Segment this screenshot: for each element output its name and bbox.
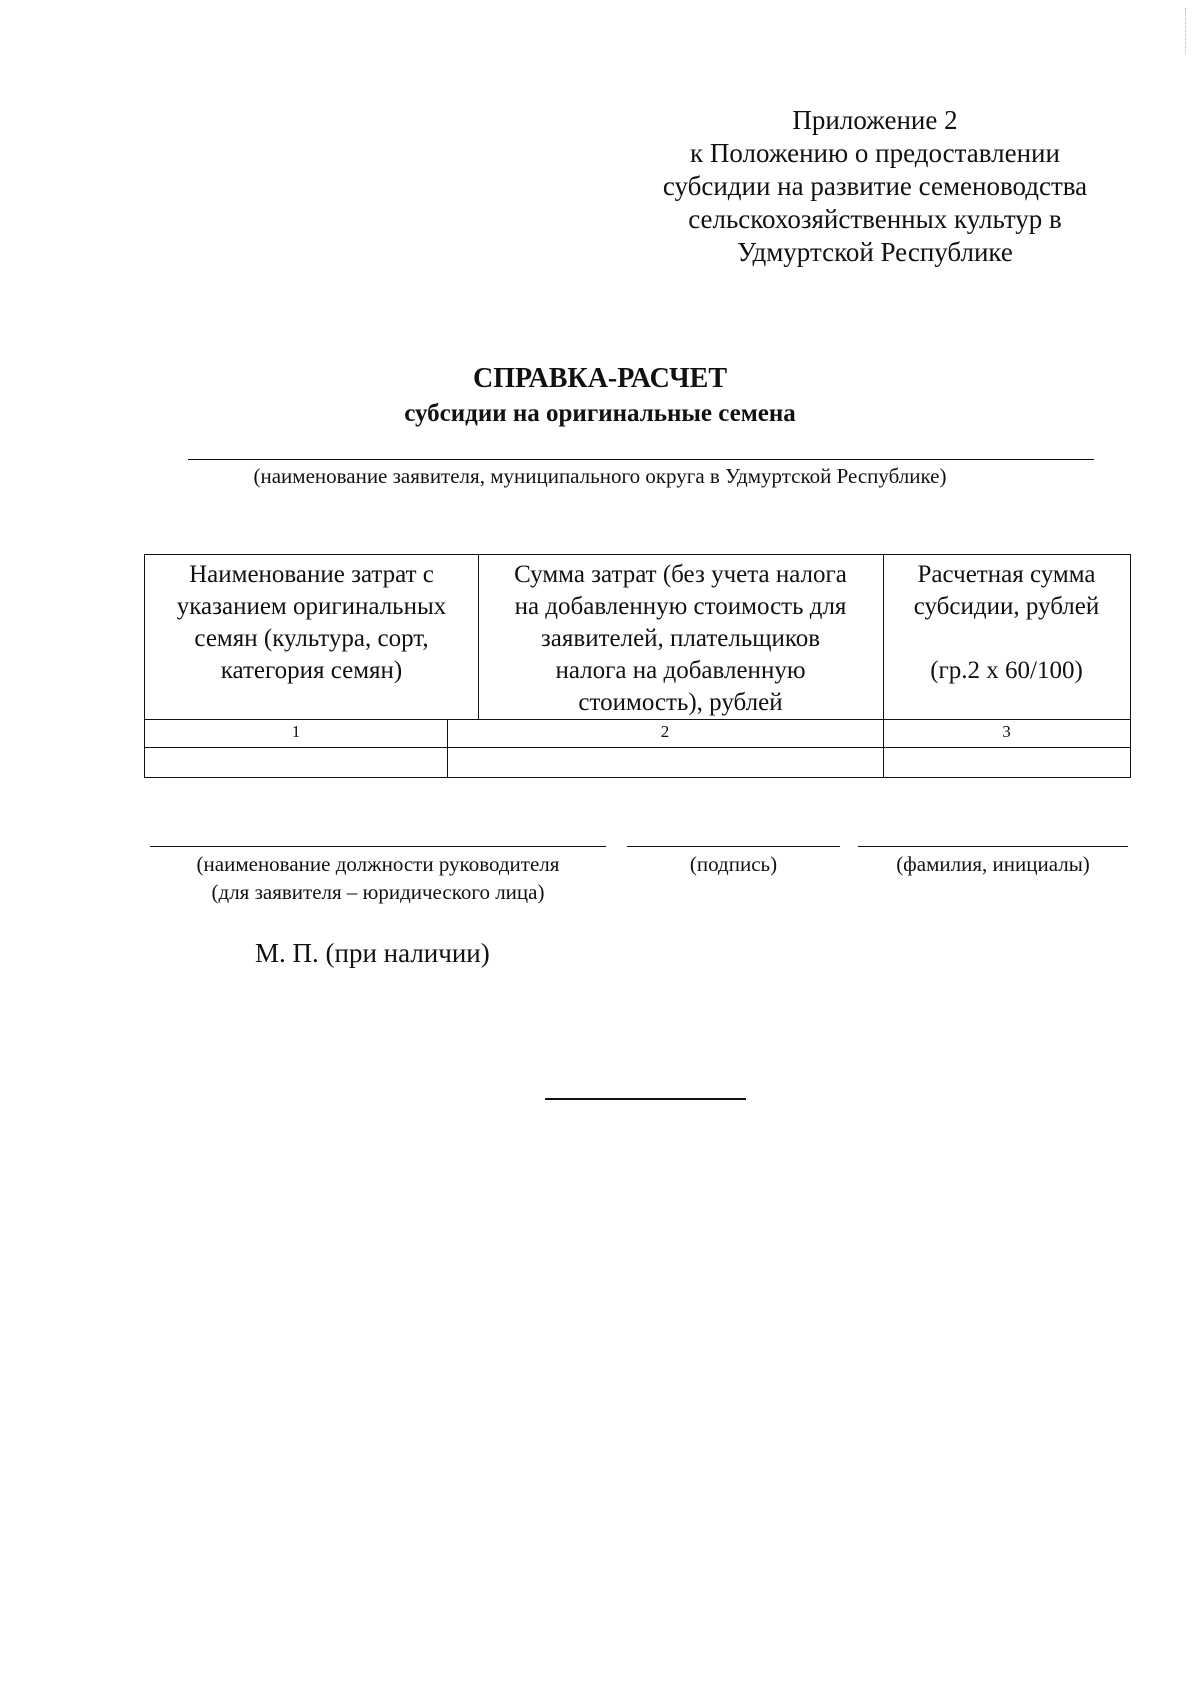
table-header-cell-subsidy [883,559,1130,687]
calculation-table [144,554,1131,778]
header-line: Расчетная сумма [917,561,1096,588]
caption-line: (для заявителя – юридического лица) [211,880,545,904]
column-number: 2 [660,722,670,741]
table-divider [447,719,448,777]
full-name-line [858,846,1128,847]
header-line [883,623,1130,655]
stamp-place: М. П. (при наличии) [255,938,490,968]
column-number: 3 [1002,722,1011,741]
scan-margin-mark [1185,8,1188,54]
appendix-line: Удмуртской Республике [737,237,1013,267]
header-line: стоимость), рублей [578,689,783,716]
appendix-line: субсидии на развитие семеноводства [662,171,1088,201]
position-line [150,846,606,847]
applicant-name-line [188,459,1094,460]
header-line: субсидии, рублей [913,593,1100,620]
header-line: (гр.2 x 60/100) [930,657,1083,684]
header-line: налога на добавленную [555,657,806,684]
position-caption [150,850,606,906]
appendix-line: к Положению о предоставлении [690,138,1060,168]
table-divider [883,555,884,777]
table-header-cell-sum [478,559,883,719]
header-line: категория семян) [220,657,403,684]
full-name-caption: (фамилия, инициалы) [896,852,1090,876]
header-line: на добавленную стоимость для [514,593,847,620]
table-divider [478,555,479,719]
header-line: указанием оригинальных [176,593,447,620]
caption-line: (наименование должности руководителя [196,852,560,876]
header-line: Сумма затрат (без учета налога [514,561,847,588]
appendix-header [640,104,1110,269]
applicant-caption: (наименование заявителя, муниципального округа в Удмуртской Республике) [253,464,947,488]
table-divider [145,747,1130,748]
appendix-line: Приложение 2 [792,105,958,135]
header-line: семян (культура, сорт, [194,625,429,652]
signature-caption: (подпись) [689,852,778,876]
document-title: СПРАВКА-РАСЧЕТ [472,363,728,394]
document-end-line [545,1098,746,1100]
document-subtitle: субсидии на оригинальные семена [404,400,796,427]
table-divider [145,719,1130,720]
table-header-cell-costs [145,559,478,687]
signature-line [627,846,840,847]
header-line: заявителей, плательщиков [540,625,821,652]
appendix-line: сельскохозяйственных культур в [688,204,1062,234]
column-number: 1 [291,722,301,741]
header-line: Наименование затрат с [189,561,434,588]
